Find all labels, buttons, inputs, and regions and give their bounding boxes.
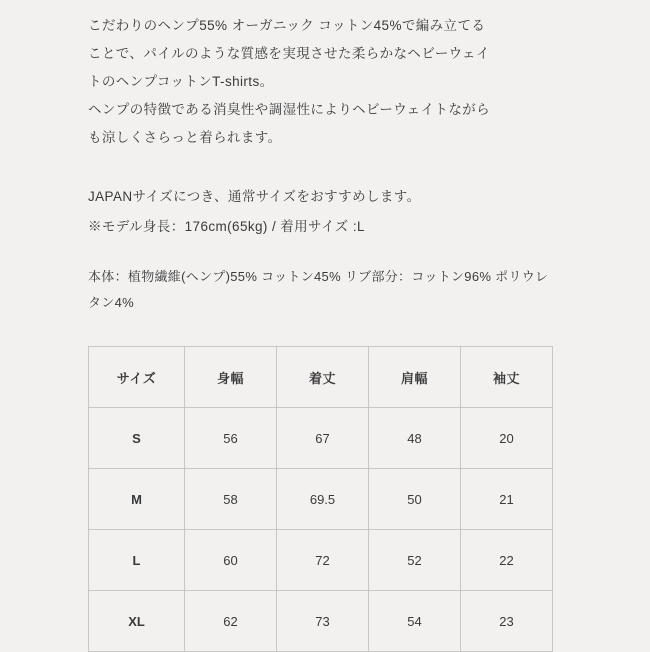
- spacer-after-description: [88, 152, 562, 182]
- column-header-sleeve-length: 袖丈: [461, 347, 553, 408]
- cell-s-shoulder-width: 48: [369, 408, 461, 469]
- spacer-before-table: [88, 316, 562, 346]
- size-chart-header: [89, 347, 553, 408]
- cell-l-sleeve-length: 22: [461, 530, 553, 591]
- material-composition: [88, 264, 562, 316]
- cell-xl-sleeve-length: 23: [461, 591, 553, 652]
- description-line-1: こだわりのヘンプ55% オーガニック コットン45%で編み立てる: [88, 18, 486, 33]
- cell-l-body-length: 72: [277, 530, 369, 591]
- cell-xl-body-length: 73: [277, 591, 369, 652]
- sizing-note-line-2: ※モデル身長：176cm(65kg) / 着用サイズ :L: [88, 219, 365, 234]
- table-row: [89, 469, 553, 530]
- content-column: [88, 12, 562, 652]
- cell-xl-shoulder-width: 54: [369, 591, 461, 652]
- column-header-size: サイズ: [89, 347, 185, 408]
- cell-m-body-length: 69.5: [277, 469, 369, 530]
- material-line-2: タン4%: [88, 295, 134, 310]
- column-header-shoulder-width: 肩幅: [369, 347, 461, 408]
- cell-m-sleeve-length: 21: [461, 469, 553, 530]
- cell-l-chest-width: 60: [185, 530, 277, 591]
- cell-l-shoulder-width: 52: [369, 530, 461, 591]
- material-line-1: 本体：植物繊維(ヘンプ)55% コットン45% リブ部分：コットン96% ポリウレ: [88, 269, 549, 284]
- description-line-2: ことで、パイルのような質感を実現させた柔らかなヘビーウェイ: [88, 46, 490, 61]
- table-row: [89, 591, 553, 652]
- table-header-row: [89, 347, 553, 408]
- cell-m-chest-width: 58: [185, 469, 277, 530]
- cell-xl-chest-width: 62: [185, 591, 277, 652]
- sizing-note: [88, 182, 562, 242]
- column-header-body-length: 着丈: [277, 347, 369, 408]
- description-line-4: ヘンプの特徴である消臭性や調湿性によりヘビーウェイトながら: [88, 102, 491, 117]
- size-chart-body: [89, 408, 553, 652]
- row-label-xl: XL: [89, 591, 185, 652]
- description-line-5: も涼しくさらっと着られます。: [88, 130, 282, 145]
- row-label-l: L: [89, 530, 185, 591]
- cell-s-chest-width: 56: [185, 408, 277, 469]
- table-row: [89, 408, 553, 469]
- cell-s-body-length: 67: [277, 408, 369, 469]
- row-label-s: S: [89, 408, 185, 469]
- cell-m-shoulder-width: 50: [369, 469, 461, 530]
- description-line-3: トのヘンプコットンT-shirts。: [88, 74, 274, 89]
- row-label-m: M: [89, 469, 185, 530]
- sizing-note-line-1: JAPANサイズにつき、通常サイズをおすすめします。: [88, 189, 421, 204]
- cell-s-sleeve-length: 20: [461, 408, 553, 469]
- size-chart-table: [88, 346, 553, 652]
- spacer-after-note: [88, 242, 562, 264]
- column-header-chest-width: 身幅: [185, 347, 277, 408]
- description-paragraph: [88, 12, 562, 152]
- table-row: [89, 530, 553, 591]
